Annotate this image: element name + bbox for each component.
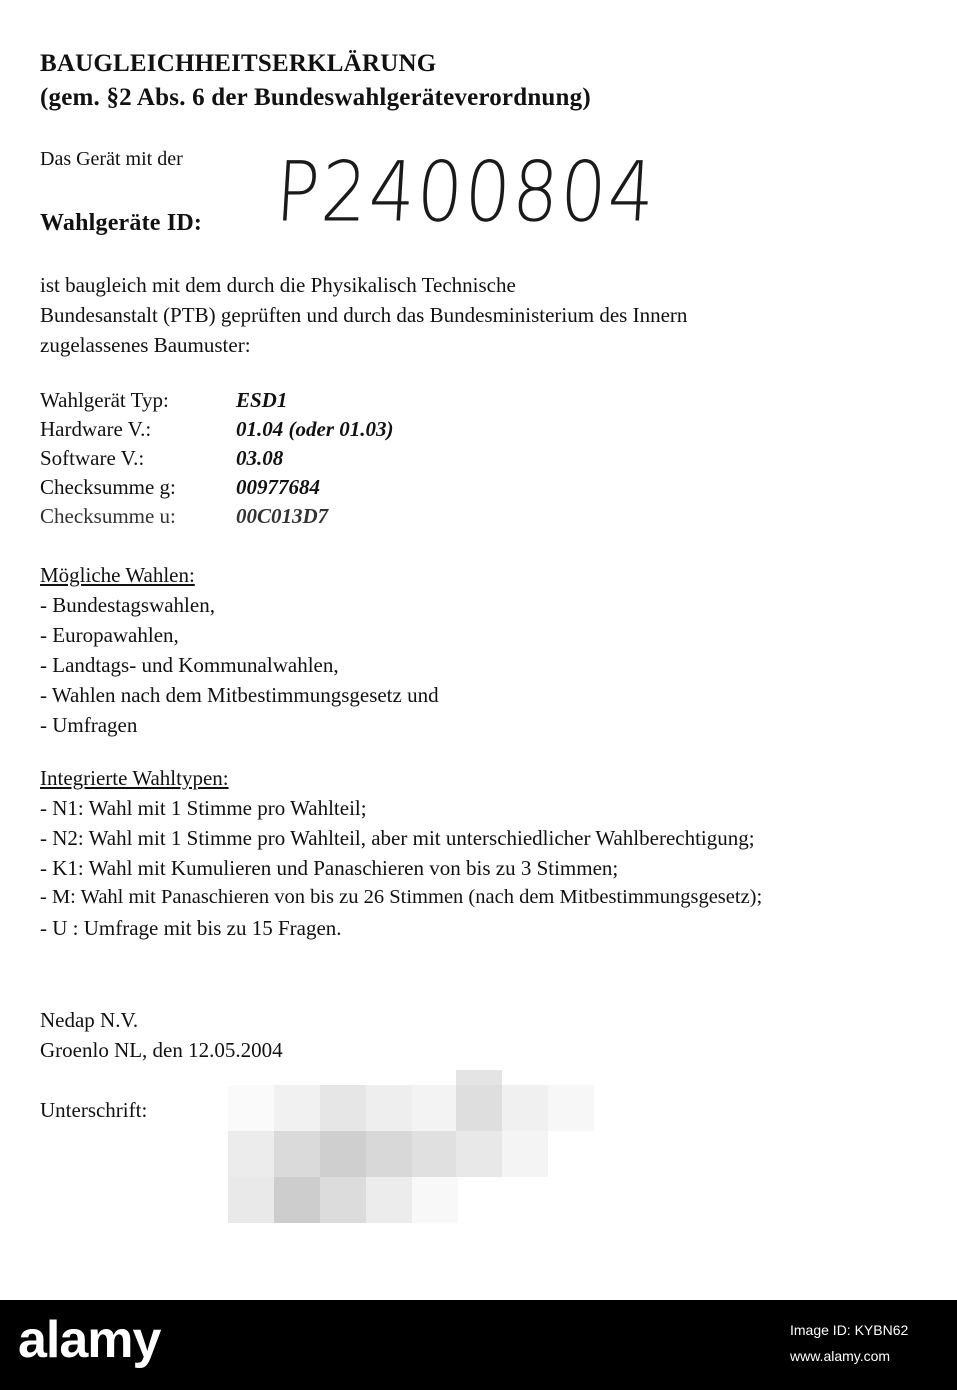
intro-text: Das Gerät mit der [40, 148, 183, 170]
spec-label: Wahlgerät Typ: [40, 388, 169, 412]
spec-table [40, 388, 640, 533]
spec-row [40, 504, 640, 533]
list-item: - Landtags- und Kommunalwahlen, [40, 653, 339, 677]
alamy-logo: alamy [18, 1311, 161, 1369]
list-item: - Bundestagswahlen, [40, 593, 215, 617]
spec-value: 03.08 [236, 446, 284, 470]
device-id-label: Wahlgeräte ID: [40, 210, 203, 236]
spec-value: 01.04 (oder 01.03) [236, 417, 394, 441]
image-id-text: Image ID: KYBN62 [790, 1322, 909, 1338]
list-item: - M: Wahl mit Panaschieren von bis zu 26 Stimmen (nach dem Mitbestimmungsgesetz); [40, 886, 763, 908]
spec-row [40, 388, 640, 417]
statement-line: Bundesanstalt (PTB) geprüften und durch das Bundesministerium des Innern [40, 303, 688, 327]
list-item: - Umfragen [40, 713, 138, 737]
device-id-handwritten: P2400804 [273, 143, 660, 241]
spec-label: Software V.: [40, 446, 145, 470]
signature-label: Unterschrift: [40, 1098, 148, 1122]
list-item: - N2: Wahl mit 1 Stimme pro Wahlteil, aber mit unterschiedlicher Wahlberechtigung; [40, 826, 755, 850]
spec-label: Checksumme g: [40, 475, 176, 499]
spec-row [40, 446, 640, 475]
spec-row [40, 417, 640, 446]
pixelated-signature [228, 1070, 588, 1235]
company-name: Nedap N.V. [40, 1008, 139, 1032]
list-item: - K1: Wahl mit Kumulieren und Panaschieren von bis zu 3 Stimmen; [40, 856, 619, 880]
site-url-text: www.alamy.com [790, 1348, 891, 1364]
types-heading: Integrierte Wahltypen: [40, 766, 229, 790]
list-item: - Europawahlen, [40, 623, 179, 647]
elections-section [40, 563, 439, 743]
elections-heading: Mögliche Wahlen: [40, 563, 195, 587]
spec-value: 00C013D7 [236, 504, 329, 528]
spec-label: Checksumme u: [40, 504, 176, 528]
list-item: - N1: Wahl mit 1 Stimme pro Wahlteil; [40, 796, 367, 820]
list-item: - U : Umfrage mit bis zu 15 Fragen. [40, 916, 342, 940]
list-item: - Wahlen nach dem Mitbestimmungsgesetz und [40, 683, 439, 707]
spec-label: Hardware V.: [40, 417, 152, 441]
statement-line: ist baugleich mit dem durch die Physikalisch Technische [40, 273, 516, 297]
spec-value: ESD1 [236, 388, 288, 412]
spec-row [40, 475, 640, 504]
types-section [40, 766, 762, 946]
document-subtitle: (gem. §2 Abs. 6 der Bundeswahlgeräteverordnung) [40, 84, 591, 111]
spec-value: 00977684 [236, 475, 320, 499]
place-date: Groenlo NL, den 12.05.2004 [40, 1038, 283, 1062]
document-title: BAUGLEICHHEITSERKLÄRUNG [40, 50, 437, 77]
statement-line: zugelassenes Baumuster: [40, 333, 251, 357]
